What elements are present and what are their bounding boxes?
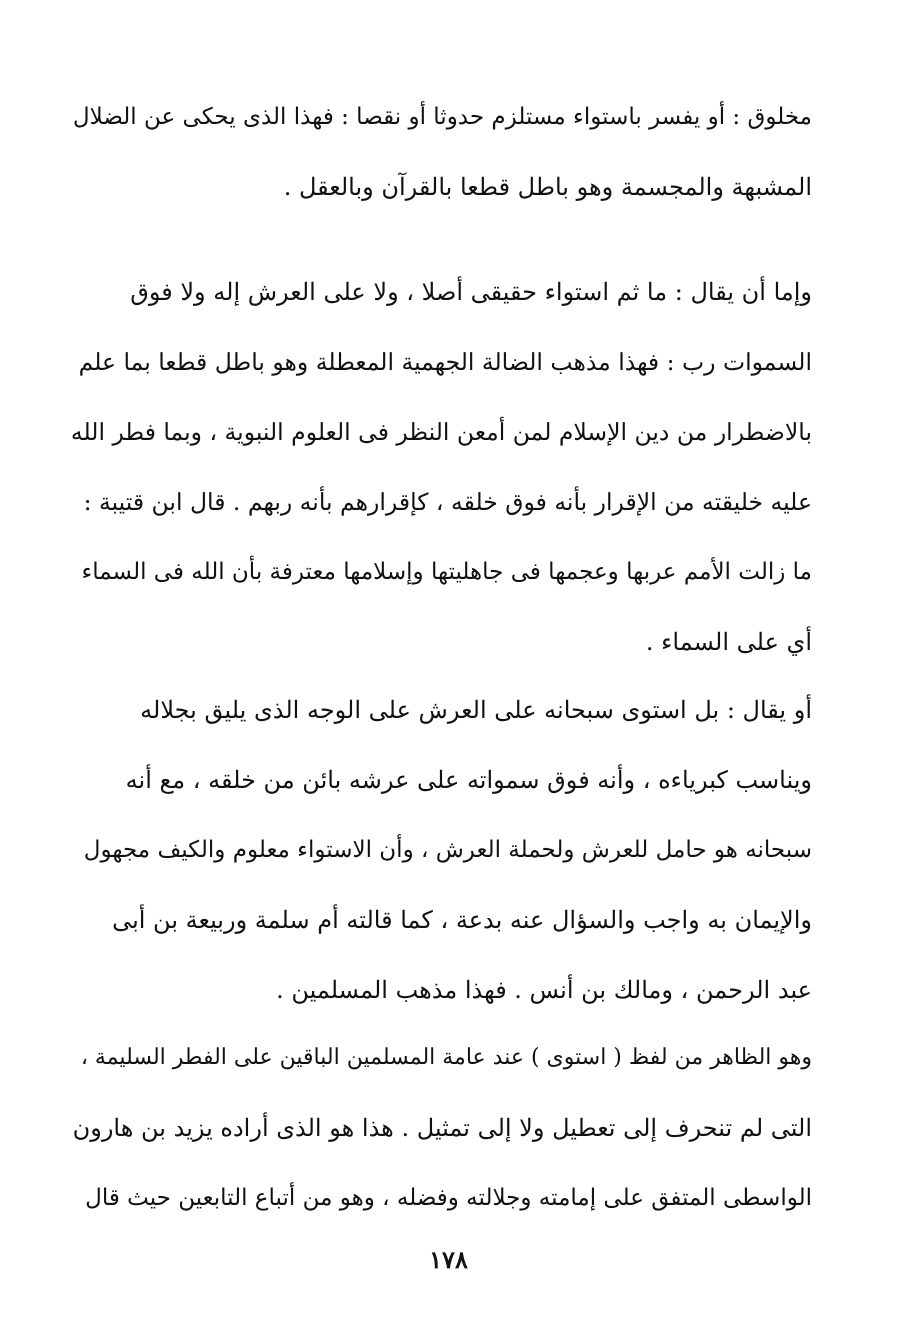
text-line: التى لم تنحرف إلى تعطيل ولا إلى تمثيل . هذا هو الذى أراده يزيد بن هارون [72,1114,812,1142]
text-line: أي على السماء . [645,628,812,656]
text-line: المشبهة والمجسمة وهو باطل قطعا بالقرآن وبالعقل . [283,173,812,201]
text-line: عبد الرحمن ، ومالك بن أنس . فهذا مذهب المسلمين . [276,976,812,1004]
text-line: الواسطى المتفق على إمامته وجلالته وفضله ، وهو من أتباع التابعين حيث قال [85,1185,812,1211]
text-line: ويناسب كبرياءه ، وأنه فوق سمواته على عرشه بائن من خلقه ، مع أنه [125,766,812,794]
paragraph-3 [70,675,812,1025]
text-line: وإما أن يقال : ما ثم استواء حقيقى أصلا ، ولا على العرش إله ولا فوق [130,278,812,306]
text-line: وهو الظاهر من لفظ ( استوى ) عند عامة المسلمين الباقين على الفطر السليمة ، [80,1045,812,1070]
text-line: أو يقال : بل استوى سبحانه على العرش على الوجه الذى يليق بجلاله [140,696,812,724]
page-number: ١٧٨ [429,1245,468,1274]
text-line: مخلوق : أو يفسر باستواء مستلزم حدوثا أو نقصا : فهذا الذى يحكى عن الضلال [72,104,812,130]
paragraph-2 [70,257,812,677]
text-line: والإيمان به واجب والسؤال عنه بدعة ، كما قالته أم سلمة وربيعة بن أبى [112,906,812,934]
text-line: سبحانه هو حامل للعرش ولحملة العرش ، وأن الاستواء معلوم والكيف مجهول [83,837,812,863]
text-line: السموات رب : فهذا مذهب الضالة الجهمية المعطلة وهو باطل قطعا بما علم [78,348,812,376]
text-line: ما زالت الأمم عربها وعجمها فى جاهليتها وإسلامها معترفة بأن الله فى السماء [81,559,812,585]
text-line: عليه خليقته من الإقرار بأنه فوق خلقه ، كإقرارهم بأنه ربهم . قال ابن قتيبة : [83,488,812,516]
text-line: بالاضطرار من دين الإسلام لمن أمعن النظر فى العلوم النبوية ، وبما فطر الله [70,418,812,446]
paragraph-1 [70,82,812,222]
paragraph-4 [70,1023,812,1233]
